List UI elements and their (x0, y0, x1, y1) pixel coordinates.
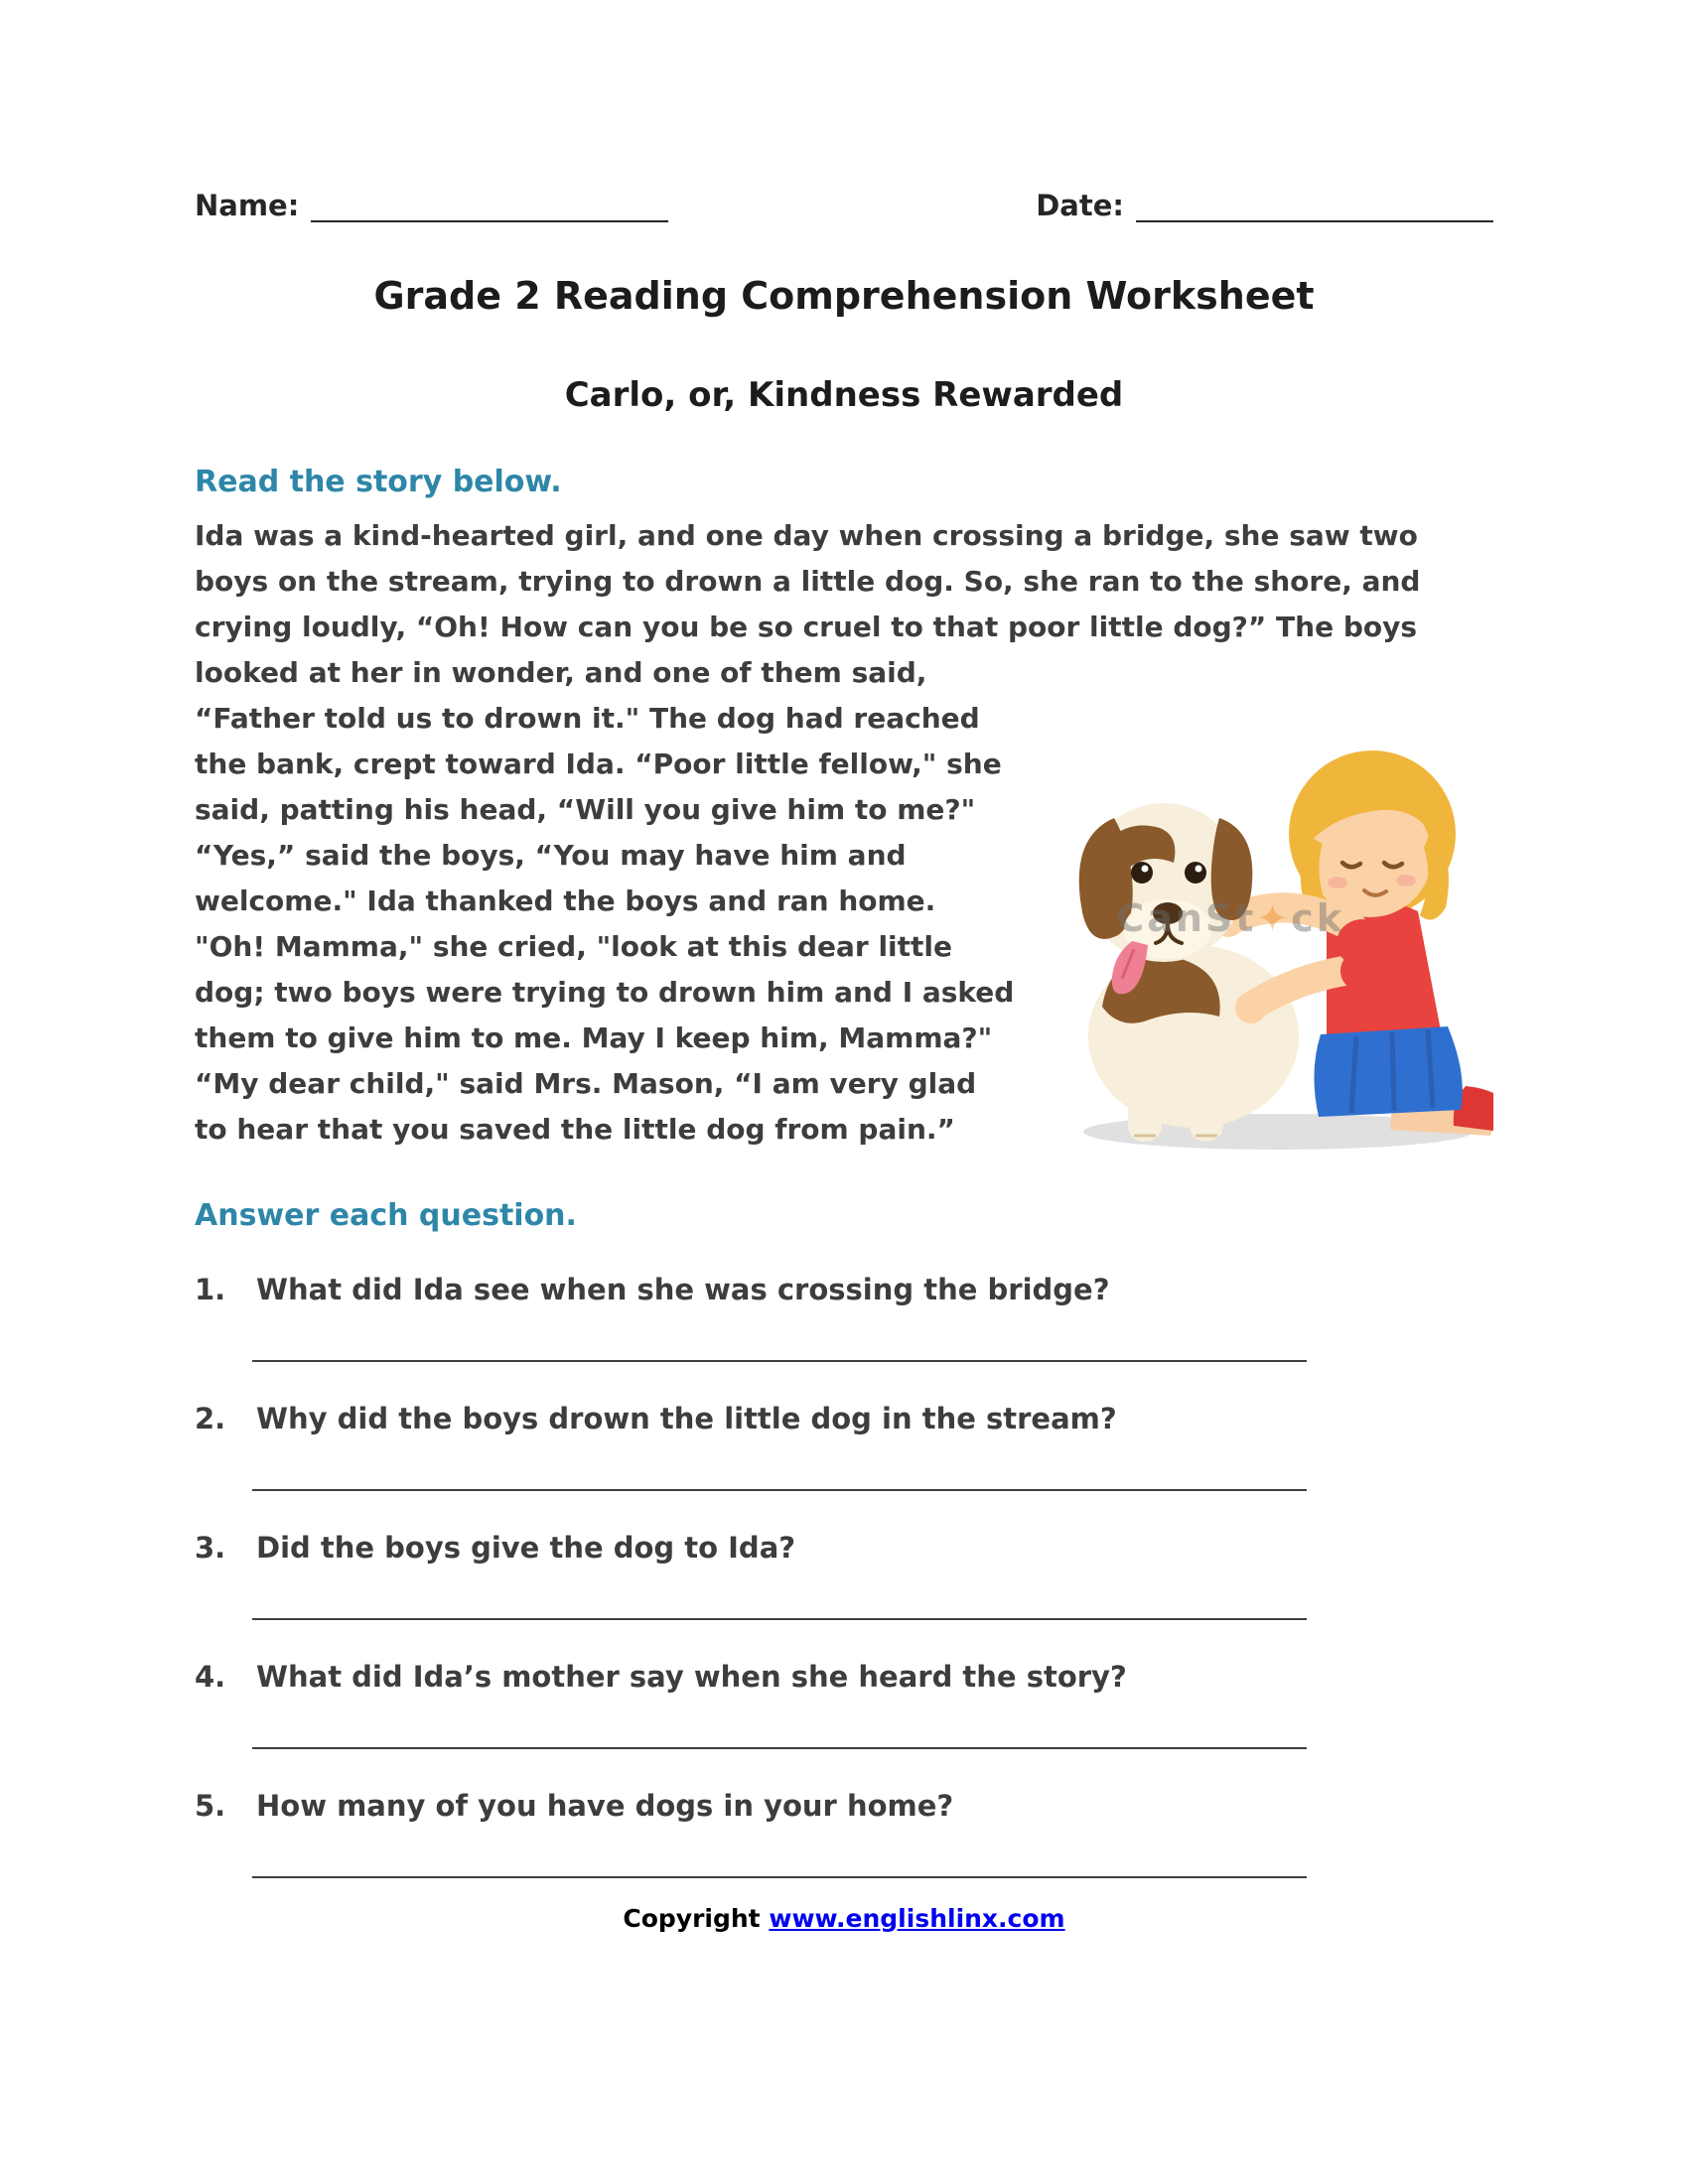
date-group (1036, 189, 1493, 222)
question-number: 5. (195, 1789, 226, 1823)
question-text: What did Ida’s mother say when she heard the story? (256, 1660, 1127, 1694)
question-number: 4. (195, 1660, 226, 1694)
page-title: Grade 2 Reading Comprehension Worksheet (373, 274, 1315, 318)
question-item (195, 1402, 1493, 1491)
question-text: Why did the boys drown the little dog in the stream? (256, 1402, 1117, 1435)
question-text: What did Ida see when she was crossing the bridge? (256, 1273, 1110, 1306)
name-date-row (195, 189, 1493, 222)
answer-line (252, 1618, 1307, 1620)
answer-line (252, 1489, 1307, 1491)
footer (195, 1904, 1493, 1933)
englishlinx-link[interactable]: www.englishlinx.com (769, 1904, 1065, 1933)
story-instruction: Read the story below. (195, 465, 562, 499)
story-section (195, 513, 1493, 1153)
question-item (195, 1531, 1493, 1620)
questions-instruction: Answer each question. (195, 1198, 577, 1233)
name-label: Name: (195, 189, 300, 222)
watermark-spark-icon: ✦ (1256, 895, 1292, 940)
copyright-label: Copyright (623, 1904, 770, 1933)
story-text: Ida was a kind-hearted girl, and one day when crossing a bridge, she saw two boys on the stream, trying to drown a little dog. So, she ran to the shore, and crying loudly, “Oh! How can you be so cruel to that poor little dog?” The boys looked at her in wonder, and one of them said, “Father told us to drown it." The dog had reached the bank, crept toward Ida. “Poor little fellow," she said, patting his head, “Will you give him to me?" “Yes,” said the boys, “You may have him and welcome." Ida thanked the boys and ran home. "Oh! Mamma," she cried, "look at this dear little dog; two boys were trying to drown him and I asked them to give him to me. May I keep him, Mamma?" “My dear child," said Mrs. Mason, “I am very glad to hear that you saved the little dog from pain.” (195, 519, 1421, 1146)
question-number: 3. (195, 1531, 226, 1565)
story-title: Carlo, or, Kindness Rewarded (564, 375, 1124, 415)
question-number: 2. (195, 1402, 226, 1435)
question-number: 1. (195, 1273, 226, 1306)
story-illustration (1045, 677, 1493, 1161)
question-item (195, 1273, 1493, 1362)
question-text: Did the boys give the dog to Ida? (256, 1531, 796, 1565)
question-item (195, 1789, 1493, 1878)
answer-line (252, 1747, 1307, 1749)
date-blank (1136, 191, 1493, 222)
date-label: Date: (1036, 189, 1124, 222)
answer-line (252, 1360, 1307, 1362)
stock-watermark: CanSt✦ck (1116, 895, 1345, 940)
name-blank (311, 191, 668, 222)
float-spacer (1492, 513, 1493, 677)
answer-line (252, 1876, 1307, 1878)
name-group (195, 189, 668, 222)
question-item (195, 1660, 1493, 1749)
question-text: How many of you have dogs in your home? (256, 1789, 954, 1823)
girl-figure (1289, 751, 1493, 1136)
